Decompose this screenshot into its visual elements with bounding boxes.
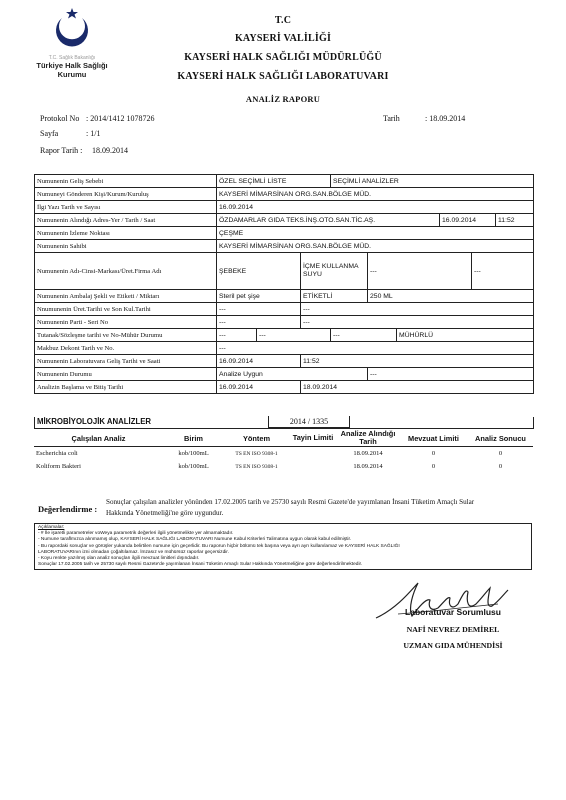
note-line: - Numune taraflmızca alınmamış olup, KAYSERİ HALK SAĞLIĞI LABORATUVARI Numune Kabul Kriterleri Talimatına uygun olarak kabul edilmiştir. [38,537,352,543]
cell-tayin [289,447,337,461]
cell-sonuc: 0 [498,450,503,457]
table-row [35,316,534,329]
header-valilik: KAYSERİ VALİLİĞİ [234,33,332,44]
parti-label: Numunenin Parti - Seri No [35,316,217,329]
sample-info-table [34,174,534,394]
protokol-value: : 2014/1412 1078726 [86,114,155,123]
tarih-label: Tarih [383,114,400,123]
signature-role: Laboratuvar Sorumlusu [405,607,501,617]
lab-gelis-saat: 11:52 [301,355,534,368]
gelis-sebebi-value2: SEÇİMLİ ANALİZLER [331,175,534,188]
table-row [34,447,533,461]
table-row [35,214,534,227]
col-sonuc: Analiz Sonucu [468,430,533,447]
col-mevzuat: Mevzuat Limiti [399,430,468,447]
analiz-bitis: 18.09.2014 [301,381,534,394]
izleme-label: Numunenin İzleme Noktası [35,227,217,240]
degerlendirme-text1: Sonuçlar çalışılan analizler yönünden 17.02.2005 tarih ve 25730 sayılı Resmi Gazete'de yayımlanan İnsani Tüketim Amaçlı Sular [106,498,475,506]
ilgi-value: 16.09.2014 [217,201,534,214]
table-row [35,188,534,201]
cell-sonuc: 0 [498,463,503,470]
ambalaj-etiket: ETİKETLİ [301,290,368,303]
table-row [35,175,534,188]
analiz-tarih-label: Analizin Başlama ve Bitiş Tarihi [35,381,217,394]
makbuz-value: --- [217,342,534,355]
durum-value2: --- [368,368,534,381]
cell-birim: kob/100mL [178,463,209,470]
col-alindigi-tarih: Analize Alındığı Tarih [337,430,399,447]
analiz-baslama: 16.09.2014 [217,381,301,394]
sahibi-label: Numunenin Sahibi [35,240,217,253]
parti-value2: --- [301,316,534,329]
notes-title: Açıklamalar: [38,525,65,530]
col-analiz: Çalışılan Analiz [34,430,163,447]
ambalaj-value: Steril pet şişe [217,290,301,303]
table-row [35,290,534,303]
results-table [34,430,533,473]
table-row [35,381,534,394]
crescent-star-icon [32,6,112,56]
cell-yontem: TS EN ISO 9308-1 [235,463,278,470]
degerlendirme-text2: Hakkında Yönetmeliği'ne göre uygundur. [106,509,224,517]
note-line: Sonuçlar 17.02.2005 tarih ve 25730 sayılı Resmi Gazete'de yayımlanan İnsani Tüketim Amaçlı Sular Hakkında Yönetmeliğine göre değerlendirilmektedir. [38,562,363,568]
adres-tarih: 16.09.2014 [440,214,496,227]
uretim-label: Nnumunenin Üret.Tarihi ve Son Kul.Tarihi [35,303,217,316]
results-header-row [34,430,533,447]
table-row [35,240,534,253]
uretim-value2: --- [301,303,534,316]
tarih-value: : 18.09.2014 [425,114,466,123]
cell-tayin [289,460,337,473]
gelis-sebebi-value: ÖZEL SEÇİMLİ LİSTE [217,175,331,188]
table-row [34,460,533,473]
logo-line1: Türkiye Halk Sağlığı [36,61,108,70]
cell-analiz: Koliform Bakteri [36,463,81,470]
ilgi-label: İlgi Yazı Tarih ve Sayısı [35,201,217,214]
note-line: LABORATUVARInın izni olmadan çoğaltılamaz. İmzasız ve mühürsüz raporlar geçersizdir. [38,549,229,555]
rapor-tarih-label: Rapor Tarih : [40,146,83,155]
sahibi-value: KAYSERİ MİMARSİNAN ORG.SAN.BÖLGE MÜD. [217,240,534,253]
cell-tarih: 18.09.2014 [353,463,383,470]
lab-gelis-label: Numunenin Laboratuvara Geliş Tarihi ve Saati [35,355,217,368]
ministry-logo [32,6,112,79]
adi-value: ŞEBEKE [217,253,301,290]
sayfa-value: : 1/1 [86,129,101,138]
logo-script-text: T.C. Sağlık Bakanlığı [48,55,96,61]
gelis-sebebi-label: Numunenin Geliş Sebebi [35,175,217,188]
col-tayin: Tayin Limiti [289,430,337,447]
logo-line2: Kurumu [57,70,87,79]
izleme-value: ÇEŞME [217,227,534,240]
adres-label: Numunenin Alındığı Adres-Yer / Tarih / Saat [35,214,217,227]
table-row [35,368,534,381]
makbuz-label: Makbuz Dekont Tarih ve No. [35,342,217,355]
rapor-tarih-value: 18.09.2014 [92,146,128,155]
cell-analiz: Escherichia coli [36,450,78,457]
parti-value1: --- [217,316,301,329]
notes-box [34,523,532,570]
adi-firma: --- [472,253,534,290]
header-laboratuvar: KAYSERİ HALK SAĞLIĞI LABORATUVARI [177,71,389,82]
note-line: - Koyu renkte yazılmış olan analiz sonuçları ilgili mevzuat limitleri dışındadır. [38,556,200,562]
table-row [35,329,534,342]
signature-title: UZMAN GIDA MÜHENDİSİ [403,641,503,650]
table-row [35,253,534,290]
tutanak-value3: --- [331,329,397,342]
adres-saat: 11:52 [496,214,534,227]
table-row [35,201,534,214]
sayfa-label: Sayfa [40,129,59,138]
degerlendirme-label: Değerlendirme : [38,504,98,514]
cell-mevzuat: 0 [431,463,436,470]
ambalaj-miktar: 250 ML [368,290,534,303]
gonderen-value: KAYSERİ MİMARSİNAN ORG.SAN.BÖLGE MÜD. [217,188,534,201]
lab-gelis-tarih: 16.09.2014 [217,355,301,368]
note-line: - Bu rapordaki sonuçlar ve görüşler yukarıda belirtilen numune için geçerlidir. Bu raporun hiçbir bölümü tek başına veya ayrı ayrı kullanılamaz ve KAYSERİ HALK SAĞLIĞI [38,543,400,549]
cell-birim: kob/100mL [178,450,209,457]
adi-cinsi: İÇME KULLANMA SUYU [301,253,368,290]
col-birim: Birim [163,430,224,447]
page-title: ANALİZ RAPORU [245,94,321,104]
micro-title: MİKROBİYOLOJİK ANALİZLER [37,417,152,426]
adi-label: Numunenin Adı-Cinsi-Markası/Üret.Firma Adı [35,253,217,290]
tutanak-label: Tutanak/Sözleşme tarihi ve No-Mühür Durumu [35,329,217,342]
tutanak-value2: --- [257,329,331,342]
adi-marka: --- [368,253,472,290]
cell-mevzuat: 0 [431,450,436,457]
table-row [35,303,534,316]
durum-value: Analize Uygun [217,368,368,381]
header-tc: T.C [274,15,292,26]
note-line: - # İle işaretli parametreler voWeya parametrik değerleri ilgili yönetmelikte yer almamaktadır. [38,531,234,537]
table-row [35,227,534,240]
cell-tarih: 18.09.2014 [353,450,383,457]
col-yontem: Yöntem [224,430,289,447]
tutanak-value1: --- [217,329,257,342]
tutanak-muhur: MÜHÜRLÜ [397,329,534,342]
table-row [35,342,534,355]
table-row [35,355,534,368]
signature-name: NAFİ NEVREZ DEMİREL [406,625,500,634]
protokol-label: Protokol No [40,114,80,123]
gonderen-label: Numuneyi Gönderen Kişi/Kurum/Kuruluş [35,188,217,201]
adres-value: ÖZDAMARLAR GIDA TEKS.İNŞ.OTO.SAN.TİC.AŞ. [217,214,440,227]
durum-label: Numunenin Durumu [35,368,217,381]
header-mudurluk: KAYSERİ HALK SAĞLIĞI MÜDÜRLÜĞÜ [184,52,382,63]
uretim-value1: --- [217,303,301,316]
ambalaj-label: Numunenin Ambalaj Şekli ve Etiketi / Miktarı [35,290,217,303]
cell-yontem: TS EN ISO 9308-1 [235,450,278,457]
micro-code: 2014 / 1335 [268,416,350,428]
